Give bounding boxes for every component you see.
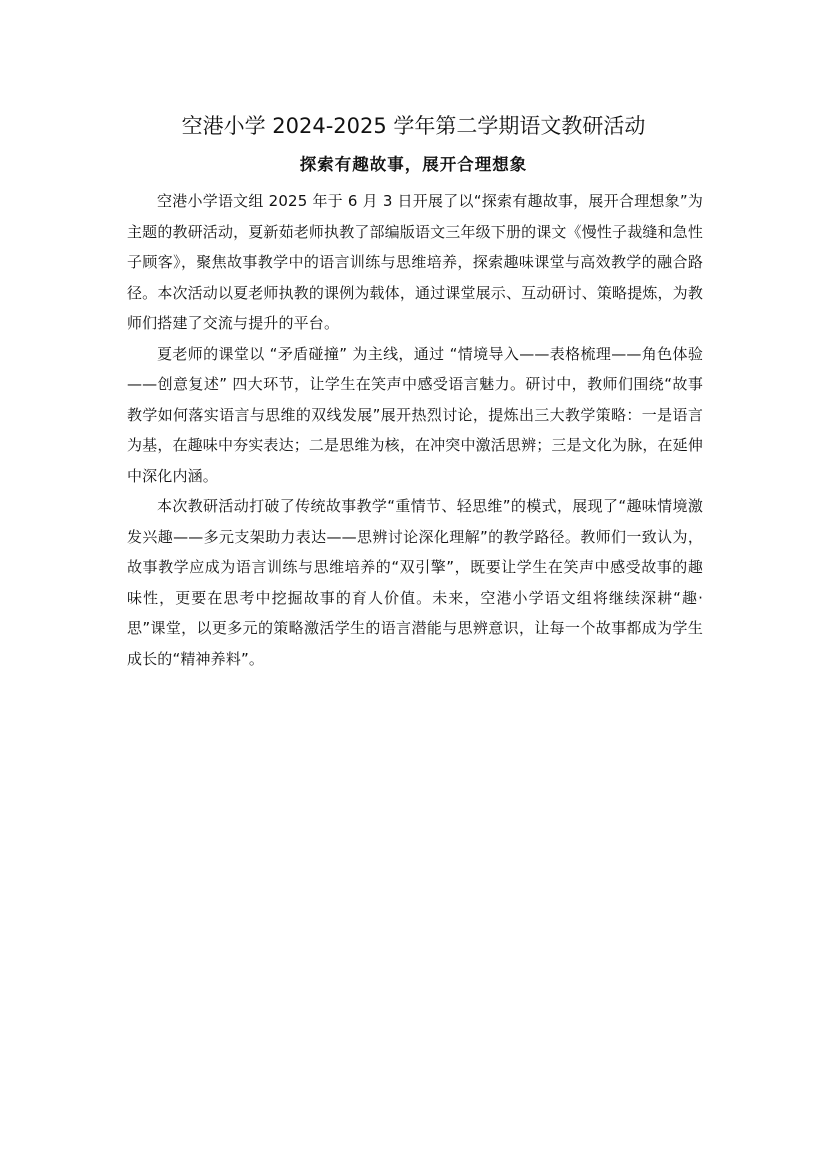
paragraph-2: 夏老师的课堂以 “矛盾碰撞” 为主线，通过 “情境导入——表格梳理——角色体验——创意复述” 四大环节，让学生在笑声中感受语言魅力。研讨中，教师们围绕“故事教学如何落实语言与思维的双线发展”展开热烈讨论，提炼出三大教学策略：一是语言为基，在趣味中夯实表达；二是思维为核，在冲突中激活思辨；三是文化为脉，在延伸中深化内涵。 (127, 344, 703, 485)
document-body (127, 186, 703, 674)
paragraph-3: 本次教研活动打破了传统故事教学“重情节、轻思维”的模式，展现了“趣味情境激发兴趣——多元支架助力表达——思辨讨论深化理解”的教学路径。教师们一致认为，故事教学应成为语言训练与思维培养的“双引擎”，既要让学生在笑声中感受故事的趣味性，更要在思考中挖掘故事的育人价值。未来，空港小学语文组将继续深耕“趣·思”课堂，以更多元的策略激活学生的语言潜能与思辨意识，让每一个故事都成为学生成长的“精神养料”。 (127, 497, 703, 668)
document-subtitle: 探索有趣故事，展开合理想象 (299, 155, 528, 174)
document-title: 空港小学 2024-2025 学年第二学期语文教研活动 (181, 114, 646, 138)
paragraph-1: 空港小学语文组 2025 年于 6 月 3 日开展了以“探索有趣故事，展开合理想象”为主题的教研活动，夏新茹老师执教了部编版语文三年级下册的课文《慢性子裁缝和急性子顾客》，聚焦故事教学中的语言训练与思维培养，探索趣味课堂与高效教学的融合路径。本次活动以夏老师执教的课例为载体，通过课堂展示、互动研讨、策略提炼，为教师们搭建了交流与提升的平台。 (127, 192, 703, 332)
